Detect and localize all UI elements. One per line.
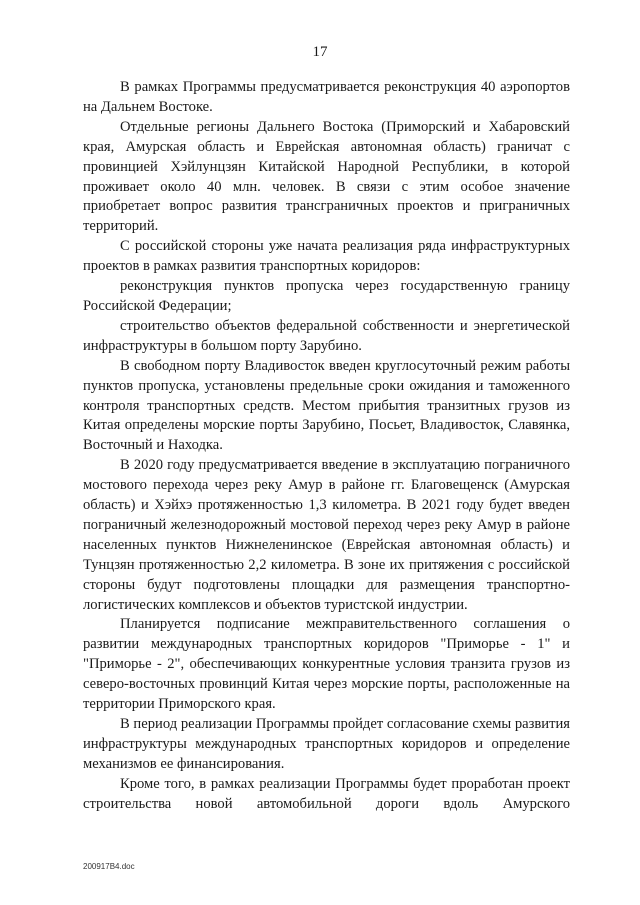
paragraph-infrastructure-projects: С российской стороны уже начата реализация ряда инфраструктурных проектов в рамках развития транспортных коридоров: <box>83 238 570 275</box>
paragraph-free-port: В свободном порту Владивосток введен круглосуточный режим работы пунктов пропуска, установлены предельные сроки ожидания и таможенного контроля транспортных средств. Местом прибытия транзитных грузов из Китая определены морские порты Зарубино, Посьет, Владивосток, Славянка, Восточный и Находка. <box>83 357 570 454</box>
file-name-footer: 200917В4.doc <box>83 862 135 871</box>
paragraph-zarubino: строительство объектов федеральной собственности и энергетической инфраструктуры в большом порту Зарубино. <box>83 317 570 354</box>
paragraph-border-regions: Отдельные регионы Дальнего Востока (Приморский и Хабаровский края, Амурская область и Еврейская автономная область) граничат с провинцией Хэйлунцзян Китайской Народной Республики, в которой проживает около 40 млн. человек. В связи с этим особое значение приобретает вопрос развития трансграничных проектов и приграничных территорий. <box>83 118 570 235</box>
paragraph-new-road: Кроме того, в рамках реализации Программы будет проработан проект строительства новой автомобильной дороги вдоль Амурского <box>83 775 570 812</box>
paragraph-checkpoints: реконструкция пунктов пропуска через государственную границу Российской Федерации; <box>83 278 570 314</box>
paragraph-airports: В рамках Программы предусматривается реконструкция 40 аэропортов на Дальнем Востоке. <box>83 79 570 115</box>
body-text <box>83 78 570 815</box>
paragraph-coordination: В период реализации Программы пройдет согласование схемы развития инфраструктуры международных транспортных коридоров и определение механизмов ее финансирования. <box>83 716 570 772</box>
page-number: 17 <box>312 44 328 60</box>
paragraph-primorye-corridors: Планируется подписание межправительственного соглашения о развитии международных транспортных коридоров "Приморье - 1" и "Приморье - 2", обеспечивающих конкурентные условия транзита грузов из северо-восточных провинций Китая через морские порты, расположенные на территории Приморского края. <box>83 616 570 713</box>
paragraph-amur-bridges: В 2020 году предусматривается введение в эксплуатацию пограничного мостового перехода через реку Амур в районе гг. Благовещенск (Амурская область) и Хэйхэ протяженностью 1,3 километра. В 2021 году будет введен пограничный железнодорожный мостовой переход через реку Амур в районе населенных пунктов Нижнеленинское (Еврейская автономная область) и Тунцзян протяженностью 2,2 километра. В зоне их притяжения с российской стороны будут подготовлены площадки для размещения транспортно-логистических комплексов и объектов туристской индустрии. <box>83 457 570 613</box>
